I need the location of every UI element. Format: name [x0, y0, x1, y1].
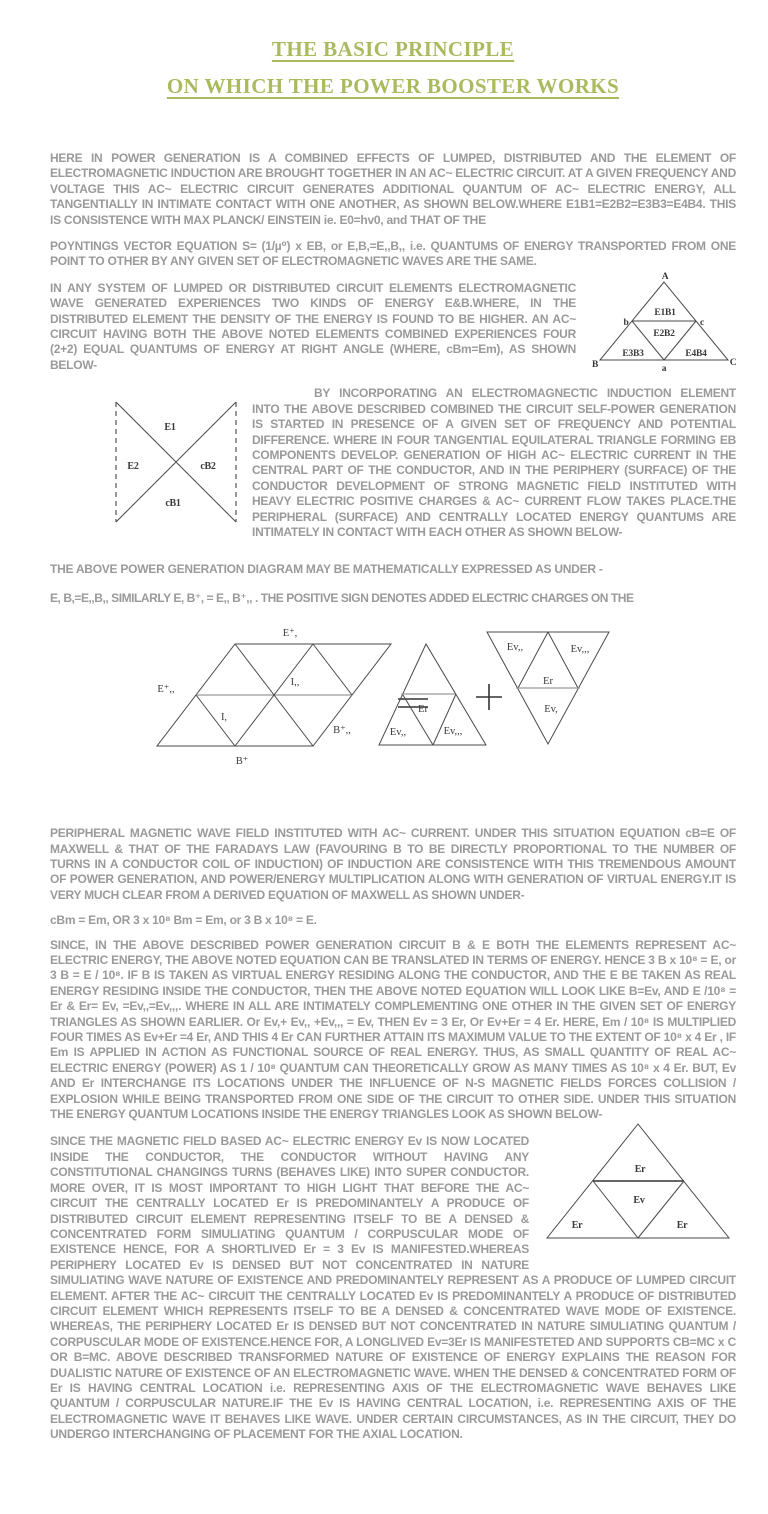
- paragraph-expressed-as-under: THE ABOVE POWER GENERATION DIAGRAM MAY BE MATHEMATICALLY EXPRESSED AS UNDER -: [50, 562, 603, 577]
- paragraph-superconductor: [50, 1134, 736, 1442]
- paragraph-peripheral-field: PERIPHERAL MAGNETIC WAVE FIELD INSTITUTED WITH AC~ CURRENT. UNDER THIS SITUATION EQUATION cB=E OF MAXWELL & THAT OF THE FARADAYS LAW (FAVOURING B TO BE DIRECTLY PROPORTIONAL TO THE NUMBER OF TURNS IN A CONDUCTOR COIL OF INDUCTION) OF INDUCTION ARE CONSISTENCE WITH THIS TREMENDOUS AMOUNT OF POWER GENERATION, AND POWER/ENERGY MULTIPLICATION ALONG WITH GENERATION OF VIRTUAL ENERGY.IT IS VERY MUCH CLEAR FROM A DERIVED EQUATION OF MAXWELL AS SHOWN UNDER-: [50, 826, 736, 902]
- paragraph-lumped-distributed: [50, 271, 736, 373]
- b-plus-label: B⁺: [235, 756, 249, 768]
- er-inv-label: Er: [543, 676, 553, 688]
- ev1-inv-label: Ev,: [544, 704, 558, 716]
- ev2-label: Ev,,: [389, 727, 407, 739]
- parallelogram-lines: [157, 644, 391, 746]
- e-plus-1-label: E⁺,: [282, 628, 298, 640]
- paragraph-maxwell-equation: cBm = Em, OR 3 x 10⁸ Bm = Em, or 3 B x 10⁸ = E.: [50, 913, 317, 928]
- paragraph-positive-sign: E, B,=E,,B,, SIMILARLY E, B⁺, = E,, B⁺,, . THE POSITIVE SIGN DENOTES ADDED ELECTRIC CHARGES ON THE: [50, 590, 634, 605]
- cell-e2b2-label: E2B2: [653, 328, 675, 339]
- i-lower-label: I,: [220, 712, 228, 724]
- paragraph-poynting-vector: POYNTINGS VECTOR EQUATION S= (1/µ⁰) x EB, or E,B,=E,,B,, i.e. QUANTUMS OF ENERGY TRANSPORTED FROM ONE POINT TO OTHER BY ANY GIVEN SET OF ELECTROMAGNETIC WAVES ARE THE SAME.: [50, 239, 736, 269]
- paragraph-intro: HERE IN POWER GENERATION IS A COMBINED EFFECTS OF LUMPED, DISTRIBUTED AND THE ELEMENT OF ELECTROMAGNETIC INDUCTION ARE BROUGHT TOGETHER IN AN AC~ ELECTRIC CIRCUIT. AT A GIVEN FREQUENCY AND VOLTAGE THIS AC~ ELECTRIC CIRCUIT GENERATES ADDITIONAL QUANTUM OF AC~ ELECTRIC ENERGY, ALL TANGENTIALLY IN INTIMATE CONTACT WITH ONE ANOTHER, AS SHOWN BELOW.WHERE E1B1=E2B2=E3B3=E4B4. THIS IS CONSISTENCE WITH MAX PLANCK/ EINSTEIN ie. E0=hv0, and THAT OF THE: [50, 151, 736, 227]
- page-content: [0, 31, 768, 1443]
- mid-c-label: c: [700, 317, 704, 328]
- triangle-abc-labels: [592, 272, 736, 373]
- paragraph-induction-element: [50, 386, 736, 540]
- triangle-abc-svg: [586, 269, 736, 373]
- i-upper-label: I,,: [290, 677, 300, 689]
- er-top-label: Er: [634, 1164, 646, 1176]
- ev2-inv-label: Ev,,: [506, 642, 524, 654]
- er-left-label: Er: [571, 1220, 583, 1232]
- ev3-inv-label: Ev,,,: [570, 644, 590, 656]
- e2-label: E2: [127, 461, 139, 473]
- er-right-label: Er: [676, 1220, 688, 1232]
- vertex-c-label: C: [729, 357, 736, 368]
- energy-equation-diagram: [114, 622, 736, 772]
- paragraph-energy-translation: SINCE, IN THE ABOVE DESCRIBED POWER GENERATION CIRCUIT B & E BOTH THE ELEMENTS REPRESENT AC~ ELECTRIC ENERGY, THE ABOVE NOTED EQUATION CAN BE TRANSLATED IN TERMS OF ENERGY. HENCE 3 B x 10⁸ = E, or 3 B = E / 10⁸. IF B IS TAKEN AS VIRTUAL ENERGY RESIDING ALONG THE CONDUCTOR, AND THE E BE TAKEN AS REAL ENERGY RESIDING INSIDE THE CONDUCTOR, THEN THE ABOVE NOTED EQUATION WILL LOOK LIKE B=Ev, AND E /10⁸ = Er & Er= Ev, =Ev,,=Ev,,,. WHERE IN ALL ARE INTIMATELY COMPLEMENTING ONE OTHER IN THE GIVEN SET OF ENERGY TRIANGLES AS SHOWN EARLIER. Or Ev,+ Ev,, +Ev,,, = Ev, THEN Ev = 3 Er, Or Ev+Er = 4 Er. HERE, Em / 10⁸ IS MULTIPLIED FOUR TIMES AS Ev+Er =4 Er, AND THIS 4 Er CAN FURTHER ATTAIN ITS MAXIMUM VALUE TO THE EXTENT OF 10⁸ x 4 Er , IF Em IS APPLIED IN ACTION AS FUNCTIONAL SOURCE OF REAL ENERGY. THUS, AS SMALL QUANTITY OF REAL AC~ ELECTRIC ENERGY (POWER) AS 1 / 10⁸ QUANTUM CAN THEORETICALLY GROW AS MANY TIMES AS 10⁸ x 4 Er. BUT, Ev AND Er INTERCHANGE ITS LOCATIONS UNDER THE INFLUENCE OF N-S MAGNETIC FIELDS FORCES COLLISION / EXPLOSION WHILE BEING TRANSPORTED FROM ONE SIDE OF THE CIRCUIT TO OTHER SIDE. UNDER THIS SITUATION THE ENERGY QUANTUM LOCATIONS INSIDE THE ENERGY TRIANGLES LOOK AS SHOWN BELOW-: [50, 937, 736, 1122]
- energy-triangle-diagram: [541, 1118, 736, 1252]
- cell-e3b3-label: E3B3: [622, 348, 644, 359]
- mid-a-label: a: [661, 363, 667, 373]
- b-plus-2-label: B⁺,,: [333, 725, 351, 737]
- plus-sign: [476, 684, 502, 710]
- page-title: [50, 31, 736, 105]
- title-line-2: ON WHICH THE POWER BOOSTER WORKS: [166, 74, 620, 98]
- triangle-abc-diagram: [586, 269, 736, 377]
- energy-triangle-svg: [541, 1118, 736, 1248]
- ev-center-label: Ev: [633, 1195, 645, 1207]
- cell-e1b1-label: E1B1: [654, 307, 676, 318]
- triangle-abc-lines: [600, 282, 728, 360]
- e-plus-2-label: E⁺,,: [157, 684, 175, 696]
- x-square-svg: [112, 400, 240, 524]
- vertex-a-label: A: [661, 271, 669, 282]
- inverted-triangle-lines: [487, 632, 609, 744]
- cell-e4b4-label: E4B4: [685, 348, 707, 359]
- inverted-triangle-labels: [507, 642, 590, 715]
- mid-b-label: b: [623, 317, 629, 328]
- title-line-1: THE BASIC PRINCIPLE: [271, 37, 515, 61]
- cb2-label: cB2: [200, 461, 216, 473]
- vertex-b-label: B: [591, 359, 599, 370]
- paragraph-induction-element-text: BY INCORPORATING AN ELECTROMAGNECTIC INDUCTION ELEMENT INTO THE ABOVE DESCRIBED COMBINED THE CIRCUIT SELF-POWER GENERATION IS STARTED IN PRESENCE OF A GIVEN SET OF FREQUENCY AND POTENTIAL DIFFERENCE. WHERE IN FOUR TANGENTIAL EQUILATERAL TRIANGLE FORMING EB COMPONENTS DEVELOP. GENERATION OF HIGH AC~ ELECTRIC CURRENT IN THE CENTRAL PART OF THE CONDUCTOR, AND IN THE PERIPHERY (SURFACE) OF THE CONDUCTOR DEVELOPMENT OF STRONG MAGNETIC FIELD INSTITUTED WITH HEAVY ELECTRIC POSITIVE CHARGES & AC~ CURRENT FLOW TAKES PLACE.THE PERIPHERAL (SURFACE) AND CENTRALLY LOCATED ENERGY QUANTUMS ARE INTIMATELY IN CONTACT WITH EACH OTHER AS SHOWN BELOW-: [252, 386, 736, 539]
- er-center-label: Er: [418, 704, 428, 716]
- energy-equation-svg: [114, 622, 654, 772]
- paragraph-lumped-distributed-text: IN ANY SYSTEM OF LUMPED OR DISTRIBUTED CIRCUIT ELEMENTS ELECTROMAGNETIC WAVE GENERATED EXPERIENCES TWO KINDS OF ENERGY E&B.WHERE, IN THE DISTRIBUTED ELEMENT THE DENSITY OF THE ENERGY IS FOUND TO BE HIGHER. AN AC~ CIRCUIT HAVING BOTH THE ABOVE NOTED ELEMENTS COMBINED EXPERIENCES FOUR (2+2) EQUAL QUANTUMS OF ENERGY AT RIGHT ANGLE (WHERE, cBm=Em), AS SHOWN BELOW-: [50, 280, 576, 372]
- paragraph-superconductor-text: SINCE THE MAGNETIC FIELD BASED AC~ ELECTRIC ENERGY Ev IS NOW LOCATED INSIDE THE CONDUCTOR, THE CONDUCTOR WITHOUT HAVING ANY CONSTITUTIONAL CHANGINGS TURNS (BEHAVES LIKE) INTO SUPER CONDUCTOR. MORE OVER, IT IS MOST IMPORTANT TO HIGH LIGHT THAT BEFORE THE AC~ CIRCUIT THE CENTRALLY LOCATED Er IS PREDOMINANTELY A PRODUCE OF DISTRIBUTED CIRCUIT ELEMENT REPRESENTING ITSELF TO BE A DENSED & CONCENTRATED FORM SIMULIATING QUANTUM / CORPUSCULAR MODE OF EXISTENCE HENCE, FOR A SHORTLIVED Er = 3 Ev IS MANIFESTED.WHEREAS PERIPHERY LOCATED Ev IS DENSED BUT NOT CONCENTRATED IN NATURE SIMULIATING WAVE NATURE OF EXISTENCE AND PREDOMINANTELY REPRESENT AS A PRODUCE OF LUMPED CIRCUIT ELEMENT. AFTER THE AC~ CIRCUIT THE CENTRALLY LOCATED Ev IS PREDOMINANTELY A PRODUCE OF DISTRIBUTED CIRCUIT ELEMENT WHICH REPRESENTS ITSELF TO BE A DENSED & CONCENTRATED WAVE MODE OF EXISTENCE. WHEREAS, THE PERIPHERY LOCATED Er IS DENSED BUT NOT CONCENTRATED IN NATURE SIMULIATING QUANTUM / CORPUSCULAR MODE OF EXISTENCE.HENCE FOR, A LONGLIVED Ev=3Er IS MANIFESTETED AND SUPPORTS CB=MC x C OR B=MC. ABOVE DESCRIBED TRANSFORMED NATURE OF EXISTENCE OF ENERGY EXPLAINS THE REASON FOR DUALISTIC NATURE OF EXISTENCE OF AN ELECTROMAGNETIC WAVE. WHEN THE DENSED & CONCENTRATED FORM OF Er IS HAVING CENTRAL LOCATION i.e. REPRESENTING AXIS OF THE ELECTROMAGNETIC WAVE BEHAVES LIKE QUANTUM / CORPUSCULAR NATURE.IF THE Ev IS HAVING CENTRAL LOCATION, i.e. REPRESENTING AXIS OF THE ELECTROMAGNETIC WAVE IT BEHAVES LIKE WAVE. UNDER CERTAIN CIRCUMSTANCES, AS IN THE CIRCUIT, THEY DO UNDERGO INTERCHANGING OF PLACEMENT FOR THE AXIAL LOCATION.: [50, 1134, 736, 1442]
- ev3-label: Ev,,,: [443, 726, 463, 738]
- e1-label: E1: [164, 422, 176, 434]
- x-square-diagram: [50, 400, 240, 528]
- cb1-label: cB1: [165, 498, 181, 510]
